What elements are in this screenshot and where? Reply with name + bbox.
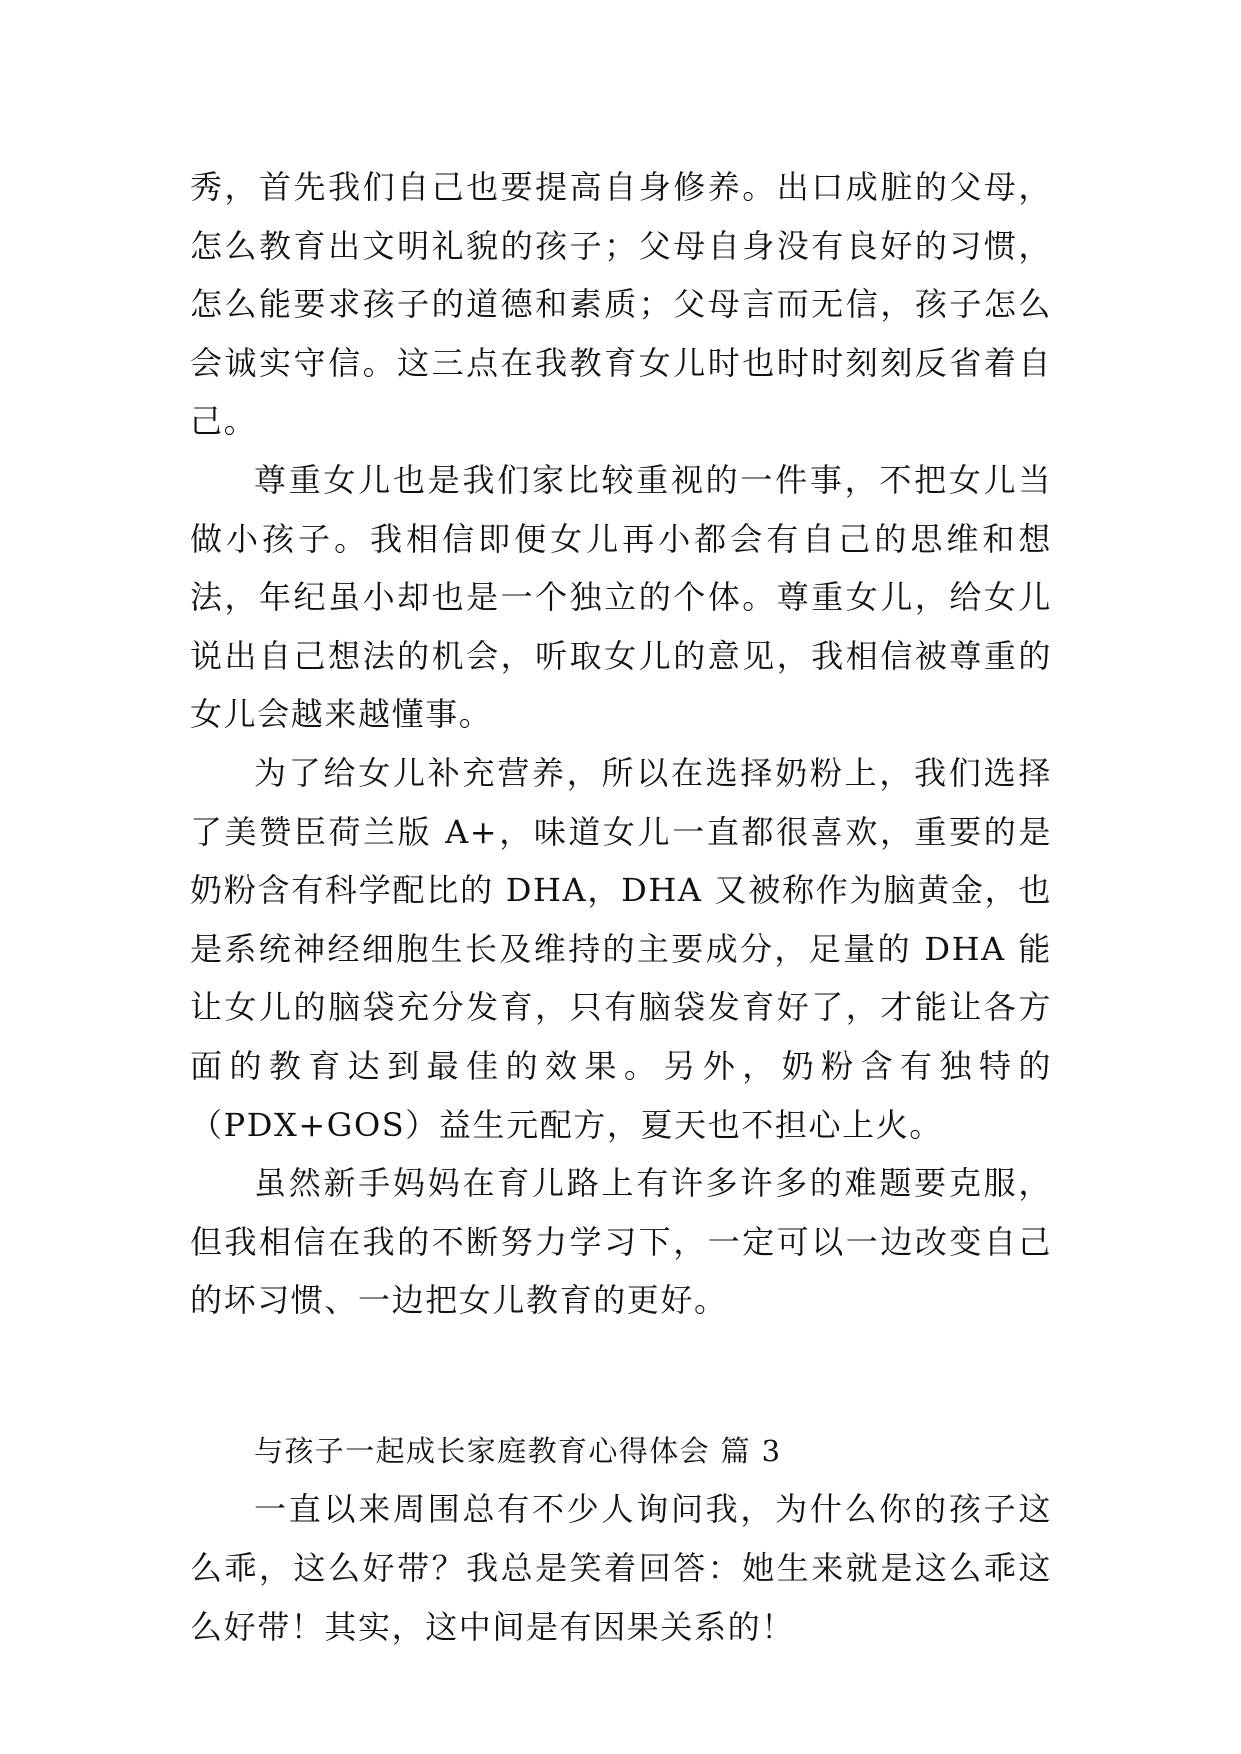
section-heading: 与孩子一起成长家庭教育心得体会 篇 3 — [254, 1433, 782, 1468]
paragraph-new-mother: 虽然新手妈妈在育儿路上有许多许多的难题要克服，但我相信在我的不断努力学习下，一定可以一边改变自己的坏习惯、一边把女儿教育的更好。 — [190, 1164, 1052, 1320]
paragraph-continuation: 秀，首先我们自己也要提高自身修养。出口成脏的父母，怎么教育出文明礼貌的孩子；父母自身没有良好的习惯，怎么能要求孩子的道德和素质；父母言而无信，孩子怎么会诚实守信。这三点在我教育女儿时也时时刻刻反省着自己。 — [190, 168, 1052, 441]
document-page — [190, 158, 1052, 1656]
paragraph-well-behaved-child: 一直以来周围总有不少人询问我，为什么你的孩子这么乖，这么好带？我总是笑着回答：她生来就是这么乖这么好带！其实，这中间是有因果关系的！ — [190, 1490, 1052, 1646]
paragraph-milk-powder: 为了给女儿补充营养，所以在选择奶粉上，我们选择了美赞臣荷兰版 A+，味道女儿一直都很喜欢，重要的是奶粉含有科学配比的 DHA，DHA 又被称作为脑黄金，也是系统神经细胞生长及维持的主要成分，足量的 DHA 能让女儿的脑袋充分发育，只有脑袋发育好了，才能让各方面的教育达到最佳的效果。另外，奶粉含有独特的（PDX+GOS）益生元配方，夏天也不担心上火。 — [190, 753, 1052, 1144]
paragraph-respect-daughter: 尊重女儿也是我们家比较重视的一件事，不把女儿当做小孩子。我相信即便女儿再小都会有自己的思维和想法，年纪虽小却也是一个独立的个体。尊重女儿，给女儿说出自己想法的机会，听取女儿的意见，我相信被尊重的女儿会越来越懂事。 — [190, 460, 1052, 734]
